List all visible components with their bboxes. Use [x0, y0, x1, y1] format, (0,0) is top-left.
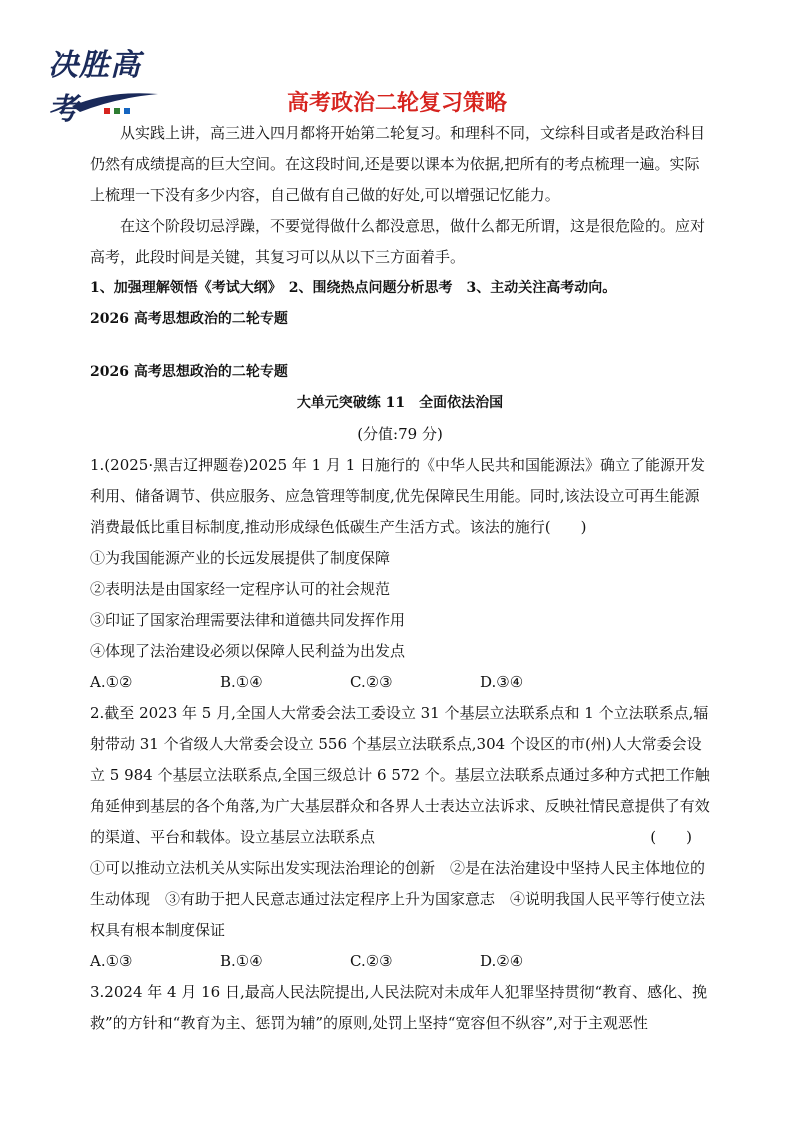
option-a: A.①②	[90, 673, 133, 691]
option-b: B.①④	[220, 952, 263, 970]
exercise-heading: 大单元突破练 11 全面依法治国	[296, 395, 504, 411]
question-1-stem: 1.(2025·黑吉辽押题卷)2025 年 1 月 1 日施行的《中华人民共和国能源法》确立了能源开发利用、储备调节、供应服务、应急管理等制度,优先保障民生用能。同时,该法设立可再生能源消费最低比重目标制度,推动形成绿色低碳生产生活方式。该法的施行( )	[90, 456, 706, 536]
option-a: A.①③	[90, 952, 133, 970]
exercise-score: (分值:79 分)	[357, 425, 443, 443]
question-2-stem	[90, 698, 710, 853]
option-c: C.②③	[350, 673, 393, 691]
topic-line-1: 2026 高考思想政治的二轮专题	[90, 311, 288, 327]
question-2-blank: ( )	[650, 828, 692, 846]
option-d: D.②④	[480, 952, 524, 970]
intro-paragraph-1: 从实践上讲，高三进入四月都将开始第二轮复习。和理科不同，文综科目或者是政治科目仍然有成绩提高的巨大空间。在这段时间,还是要以课本为依据,把所有的考点梳理一遍。实际上梳理一下没有多少内容，自己做有自己做的好处,可以增强记忆能力。	[90, 124, 706, 204]
question-2-items: ①可以推动立法机关从实际出发实现法治理论的创新 ②是在法治建设中坚持人民主体地位的生动体现 ③有助于把人民意志通过法定程序上升为国家意志 ④说明我国人民平等行使立法权具有根本制度保证	[90, 859, 706, 939]
page-title: 高考政治二轮复习策略	[286, 91, 507, 116]
key-points: 1、加强理解领悟《考试大纲》 2、围绕热点问题分析思考 3、主动关注高考动向。	[90, 280, 617, 296]
option-d: D.③④	[480, 673, 524, 691]
question-1-item-4: ④体现了法治建设必须以保障人民利益为出发点	[90, 642, 406, 660]
option-b: B.①④	[220, 673, 263, 691]
question-2-options	[90, 946, 710, 977]
question-1-options	[90, 667, 710, 698]
topic-line-2: 2026 高考思想政治的二轮专题	[90, 364, 288, 380]
question-1-item-2: ②表明法是由国家经一定程序认可的社会规范	[90, 580, 391, 598]
question-1-item-1: ①为我国能源产业的长远发展提供了制度保障	[90, 549, 391, 567]
intro-paragraph-2: 在这个阶段切忌浮躁，不要觉得做什么都没意思，做什么都无所谓，这是很危险的。应对高考，此段时间是关键，其复习可以从以下三方面着手。	[90, 217, 706, 266]
question-3-stem: 3.2024 年 4 月 16 日,最高人民法院提出,人民法院对未成年人犯罪坚持贯彻“教育、感化、挽救”的方针和“教育为主、惩罚为辅”的原则,处罚上坚持“宽容但不纵容”,对于主观恶性	[90, 983, 708, 1032]
question-1-item-3: ③印证了国家治理需要法律和道德共同发挥作用	[90, 611, 406, 629]
question-2-stem-text: 2.截至 2023 年 5 月,全国人大常委会法工委设立 31 个基层立法联系点和 1 个立法联系点,辐射带动 31 个省级人大常委会设立 556 个基层立法联系点,304 个设区的市(州)人大常委会设立 5 984 个基层立法联系点,全国三级总计 6 572 个。基层立法联系点通过多种方式把工作触角延伸到基层的各个角落,为广大基层群众和各界人士表达立法诉求、反映社情民意提供了有效的渠道、平台和载体。设立基层立法联系点	[90, 704, 710, 846]
logo-text: 决胜高考	[48, 48, 141, 127]
content	[90, 118, 710, 1039]
option-c: C.②③	[350, 952, 393, 970]
